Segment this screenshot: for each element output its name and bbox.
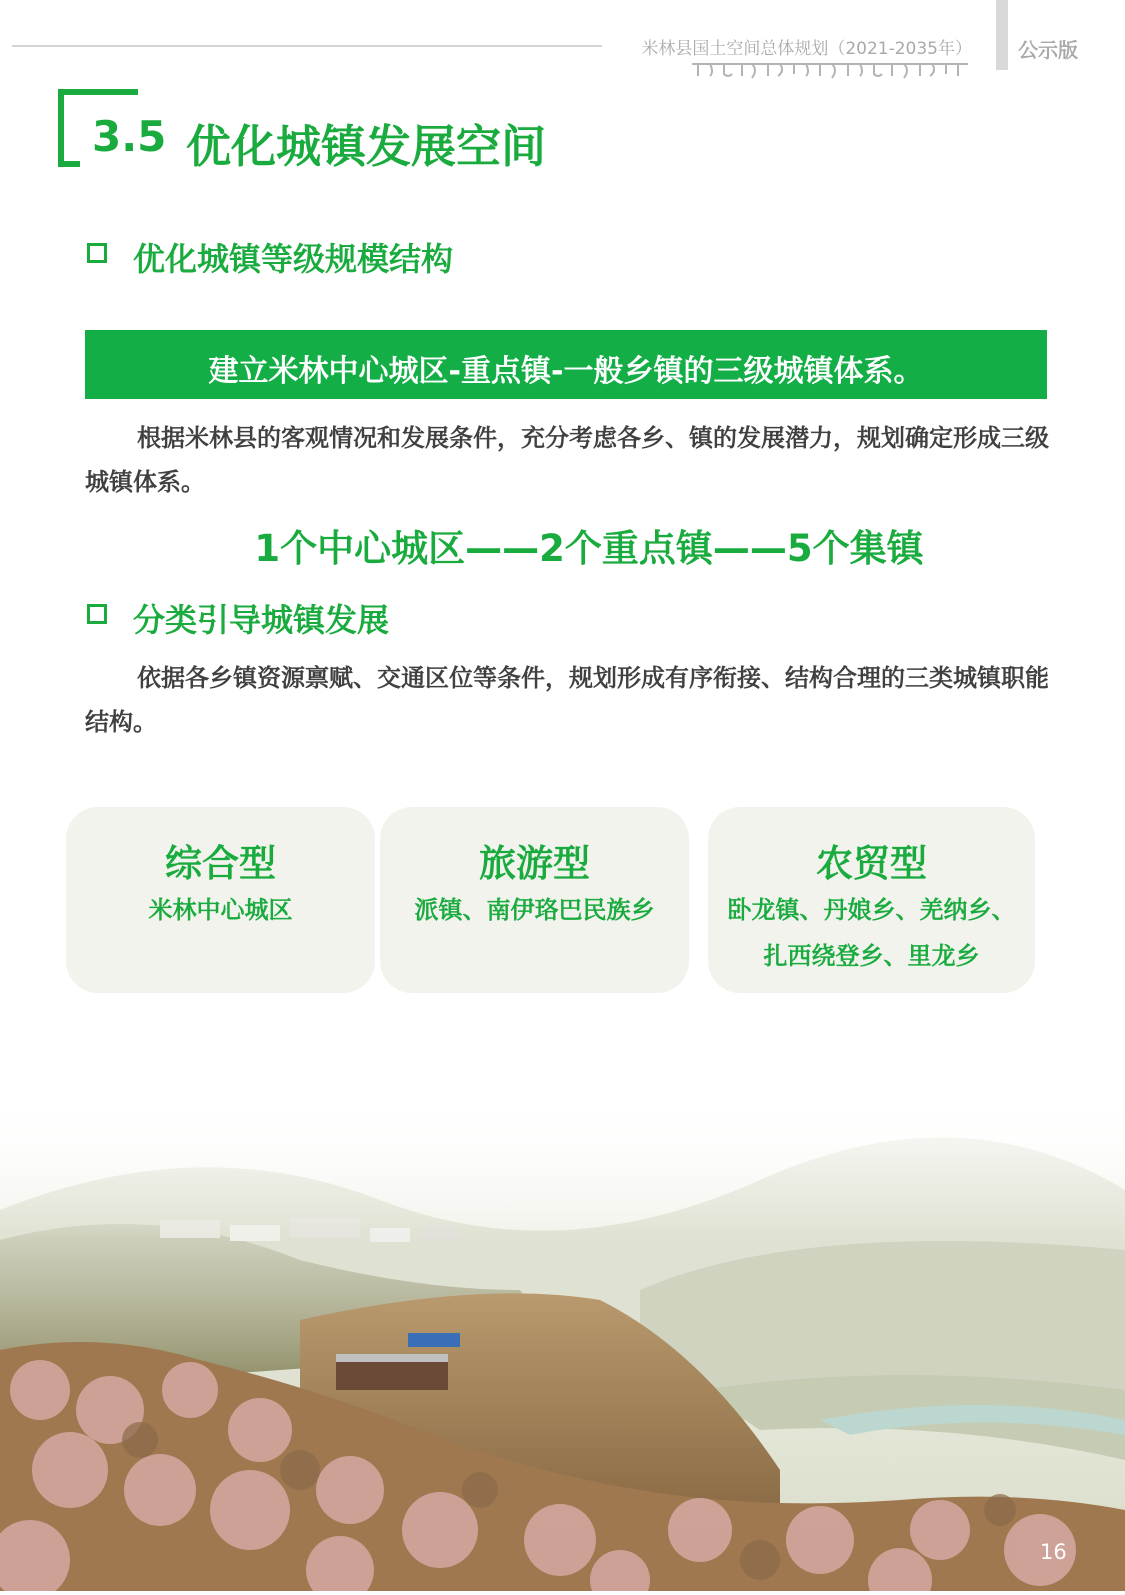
section-title: 优化城镇发展空间: [186, 120, 547, 173]
subheading-2: 分类引导城镇发展: [133, 601, 390, 639]
card-comprehensive: [66, 807, 375, 993]
subheading-bullet: [87, 604, 107, 624]
card-title: 旅游型: [479, 842, 590, 885]
card-item: 米林中心城区: [148, 896, 293, 924]
edition-badge: 公示版: [1018, 38, 1078, 62]
card-title: 综合型: [165, 842, 276, 885]
card-item: 派镇、南伊珞巴民族乡: [414, 896, 655, 924]
document-title: 米林县国土空间总体规划（2021-2035年）: [641, 39, 972, 59]
section-number: 3.5: [92, 112, 167, 161]
header-accent-bar: [996, 0, 1008, 70]
card-item: 扎西绕登乡、里龙乡: [763, 942, 980, 970]
paragraph-1: [85, 416, 1065, 504]
header-divider: [12, 45, 602, 47]
page-number: 16: [1040, 1540, 1067, 1564]
card-title: 农贸型: [816, 842, 927, 885]
town-system-highlight: 1个中心城区——2个重点镇——5个集镇: [254, 527, 924, 570]
paragraph-1-text: 根据米林县的客观情况和发展条件，充分考虑各乡、镇的发展潜力，规划确定形成三级城镇体系。: [85, 424, 1049, 496]
card-tourism: [380, 807, 689, 993]
subheading-1: 优化城镇等级规模结构: [133, 240, 454, 278]
tibetan-subtitle: [690, 60, 970, 80]
paragraph-2-text: 依据各乡镇资源禀赋、交通区位等条件，规划形成有序衔接、结构合理的三类城镇职能结构。: [85, 664, 1049, 736]
paragraph-2: [85, 656, 1065, 744]
landscape-photo: [0, 1090, 1125, 1591]
card-agri-trade: [708, 807, 1035, 993]
summary-banner-text: 建立米林中心城区-重点镇-一般乡镇的三级城镇体系。: [208, 354, 924, 389]
subheading-bullet: [87, 243, 107, 263]
card-item: 卧龙镇、丹娘乡、羌纳乡、: [727, 896, 1016, 924]
